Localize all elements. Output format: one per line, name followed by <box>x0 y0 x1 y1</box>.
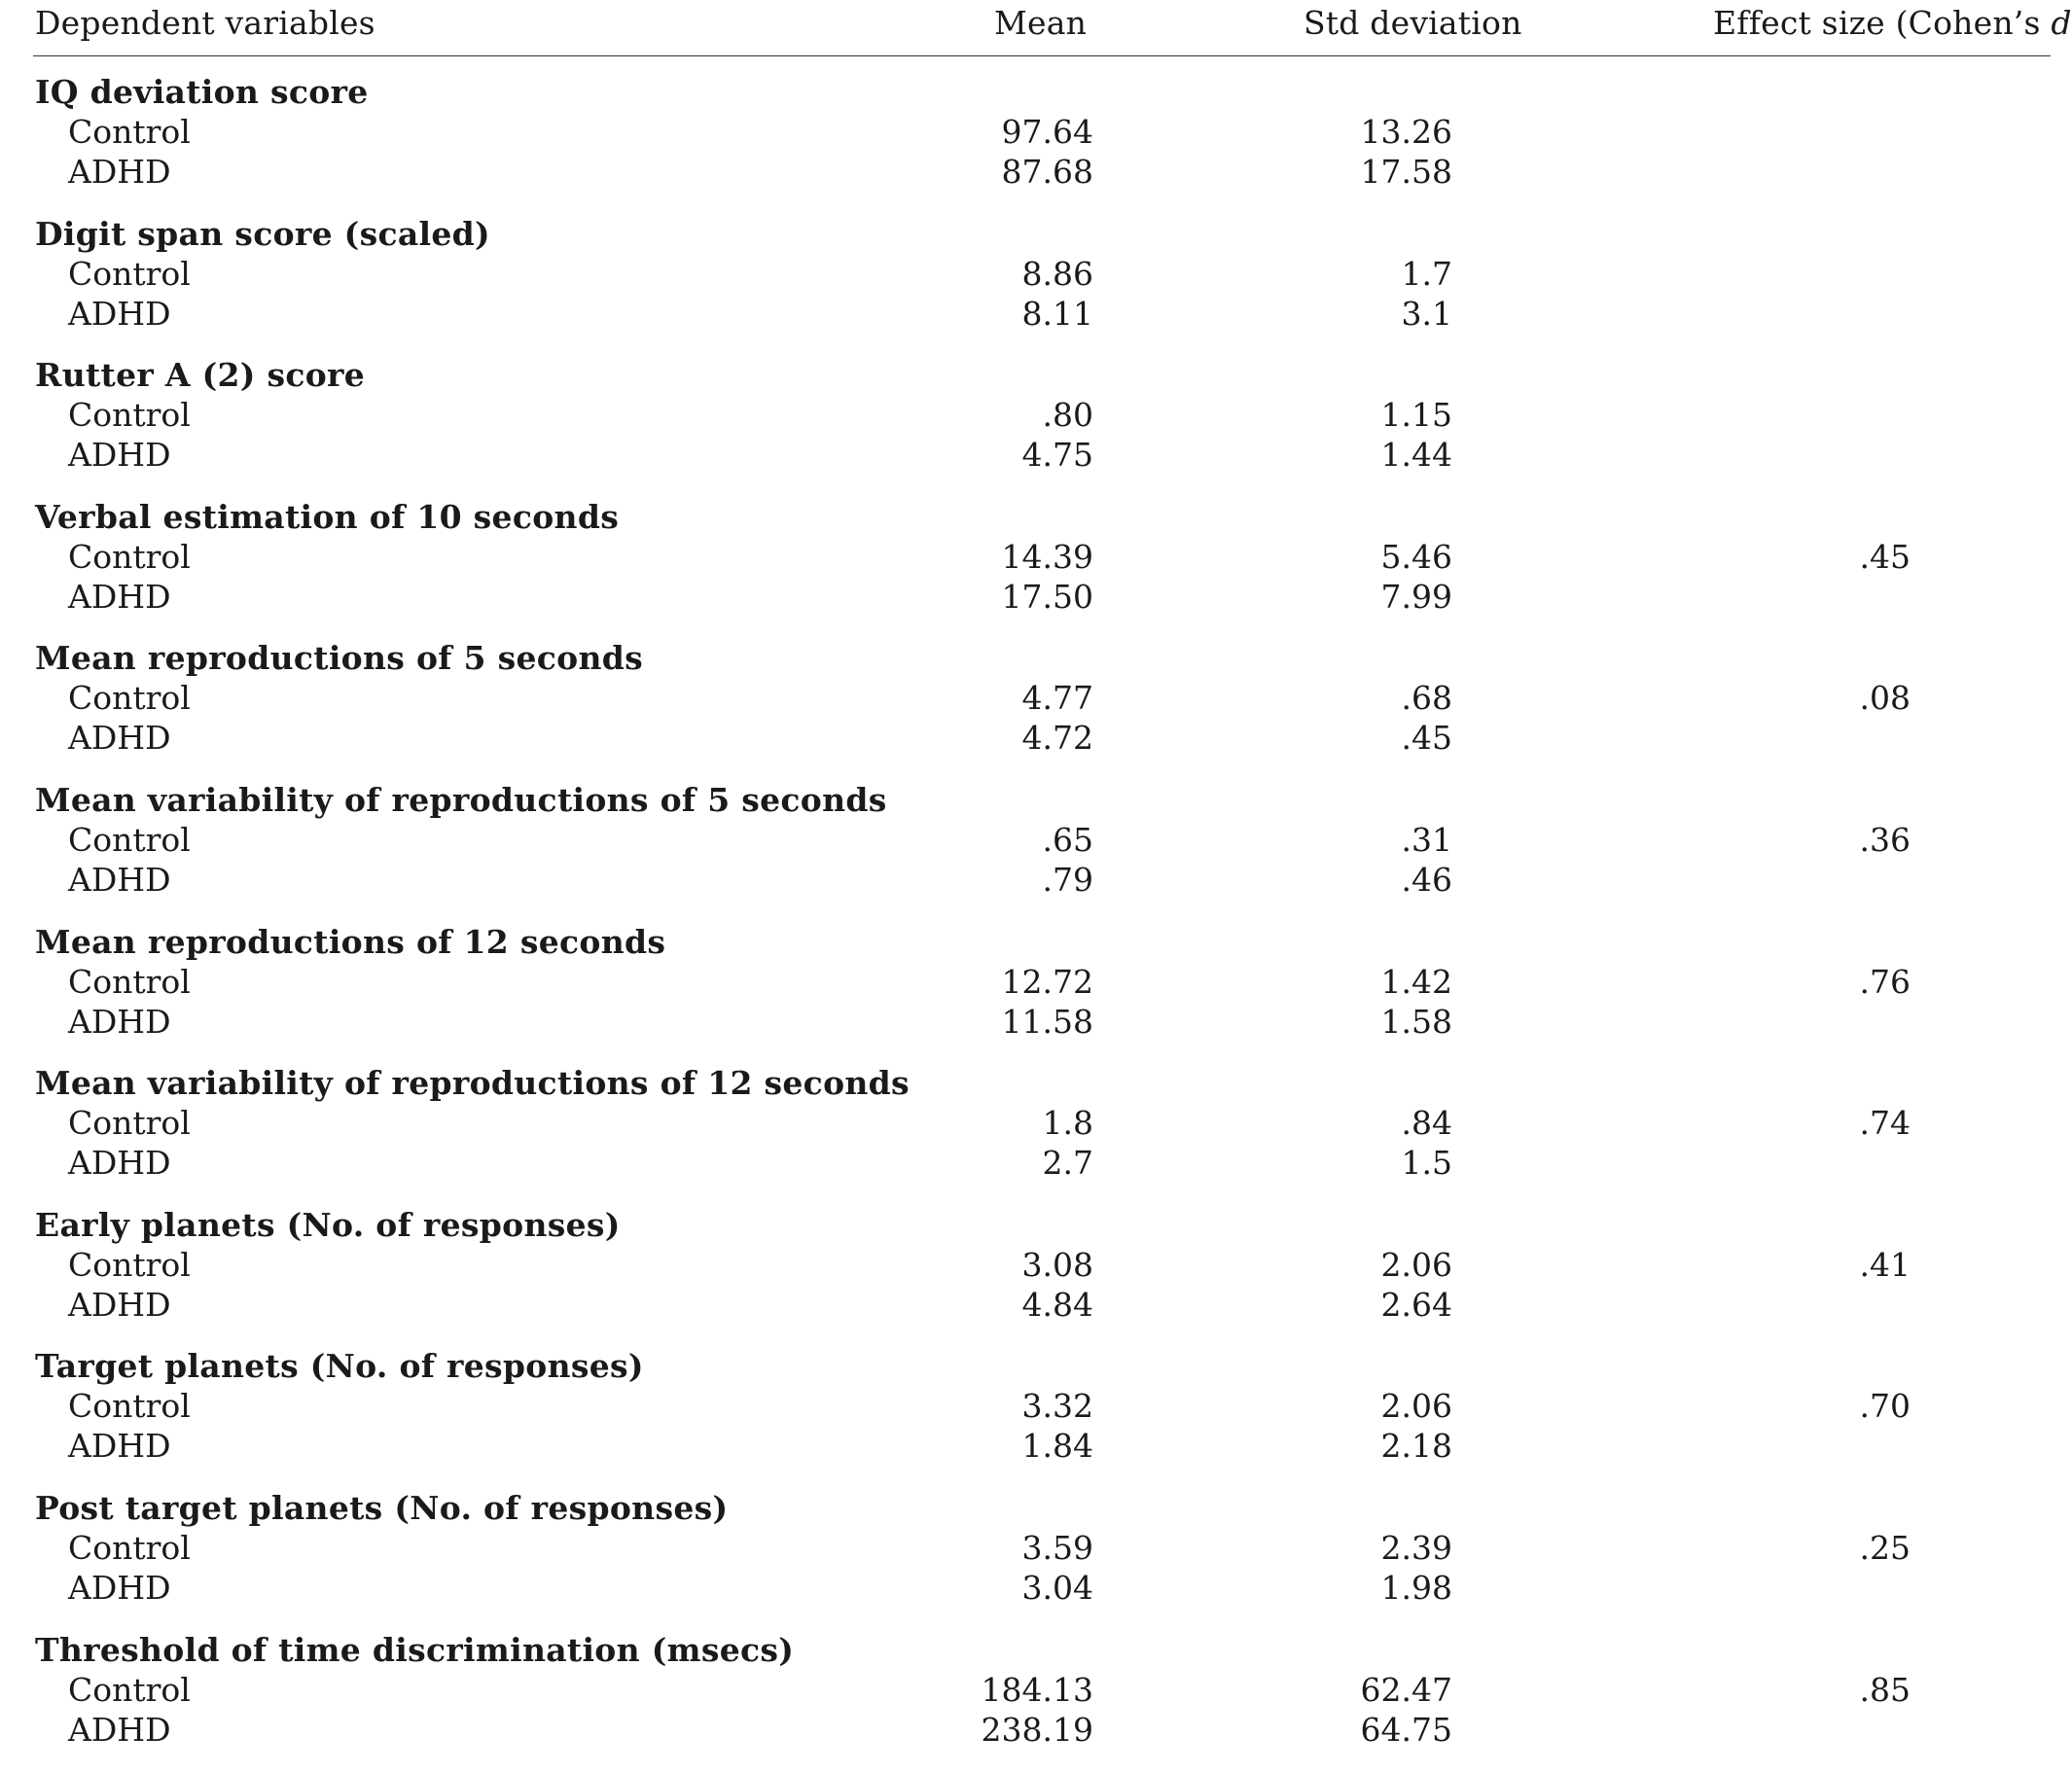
table-row-control <box>0 1529 2051 1568</box>
variable-title: Verbal estimation of 10 seconds <box>35 498 620 536</box>
row-label: ADHD <box>68 861 171 899</box>
table-row-adhd <box>0 1427 2051 1466</box>
variable-title: Early planets (No. of responses) <box>35 1206 621 1244</box>
effect-size-value: .41 <box>1859 1246 1911 1284</box>
table-row-adhd <box>0 1286 2051 1325</box>
effect-size-value: .08 <box>1859 679 1911 717</box>
header-effect-size <box>1713 4 2072 42</box>
std-deviation-value: 62.47 <box>1360 1671 1452 1709</box>
mean-value: 3.04 <box>1021 1569 1093 1607</box>
row-label: Control <box>68 1104 191 1142</box>
header-std-deviation: Std deviation <box>1304 4 1522 42</box>
variable-group <box>0 73 2051 214</box>
table-row-adhd <box>0 719 2051 758</box>
variable-group <box>0 781 2051 922</box>
row-label: Control <box>68 1246 191 1284</box>
variable-group <box>0 1064 2051 1205</box>
table-header <box>0 0 2072 56</box>
mean-value: 14.39 <box>1001 538 1093 576</box>
row-label: ADHD <box>68 578 171 616</box>
header-rule <box>33 55 2051 56</box>
row-label: Control <box>68 1529 191 1567</box>
std-deviation-value: .31 <box>1401 821 1452 859</box>
mean-value: 8.86 <box>1021 255 1093 293</box>
table-row-adhd <box>0 861 2051 900</box>
effect-size-value: .45 <box>1859 538 1911 576</box>
variable-title: Rutter A (2) score <box>35 356 366 394</box>
table-row-control <box>0 1671 2051 1710</box>
std-deviation-value: 17.58 <box>1360 153 1452 191</box>
std-deviation-value: 1.42 <box>1380 963 1452 1001</box>
effect-size-value: .85 <box>1859 1671 1911 1709</box>
row-label: Control <box>68 538 191 576</box>
mean-value: 87.68 <box>1001 153 1093 191</box>
mean-value: 184.13 <box>981 1671 1093 1709</box>
variable-title: IQ deviation score <box>35 73 369 111</box>
std-deviation-value: 1.15 <box>1380 396 1452 434</box>
mean-value: 1.8 <box>1042 1104 1093 1142</box>
mean-value: 8.11 <box>1021 295 1093 333</box>
mean-value: 4.75 <box>1021 436 1093 474</box>
table-row-control <box>0 396 2051 435</box>
variable-title: Mean variability of reproductions of 12 seconds <box>35 1064 910 1102</box>
std-deviation-value: 1.7 <box>1401 255 1452 293</box>
variable-title: Mean variability of reproductions of 5 seconds <box>35 781 887 819</box>
row-label: Control <box>68 963 191 1001</box>
mean-value: .80 <box>1042 396 1093 434</box>
variable-group <box>0 1631 2051 1772</box>
variable-title: Threshold of time discrimination (msecs) <box>35 1631 795 1669</box>
mean-value: 238.19 <box>981 1711 1093 1749</box>
mean-value: 3.08 <box>1021 1246 1093 1284</box>
table-row-control <box>0 538 2051 577</box>
variable-title: Mean reproductions of 12 seconds <box>35 923 666 961</box>
row-label: ADHD <box>68 719 171 757</box>
mean-value: 12.72 <box>1001 963 1093 1001</box>
row-label: Control <box>68 255 191 293</box>
mean-value: .79 <box>1042 861 1093 899</box>
mean-value: 4.72 <box>1021 719 1093 757</box>
std-deviation-value: 1.98 <box>1380 1569 1452 1607</box>
std-deviation-value: 2.64 <box>1380 1286 1452 1324</box>
effect-size-value: .74 <box>1859 1104 1911 1142</box>
variable-group <box>0 215 2051 356</box>
row-label: Control <box>68 679 191 717</box>
std-deviation-value: 2.06 <box>1380 1246 1452 1284</box>
mean-value: 11.58 <box>1001 1003 1093 1041</box>
variable-group <box>0 639 2051 780</box>
std-deviation-value: .45 <box>1401 719 1452 757</box>
variable-group <box>0 923 2051 1064</box>
row-label: ADHD <box>68 1144 171 1182</box>
std-deviation-value: .84 <box>1401 1104 1452 1142</box>
variable-group <box>0 498 2051 639</box>
row-label: ADHD <box>68 1286 171 1324</box>
table-row-control <box>0 963 2051 1002</box>
table-row-adhd <box>0 1569 2051 1608</box>
variable-group <box>0 1489 2051 1630</box>
header-dependent-variables: Dependent variables <box>35 4 375 42</box>
std-deviation-value: .68 <box>1401 679 1452 717</box>
effect-size-value: .36 <box>1859 821 1911 859</box>
table-row-control <box>0 113 2051 152</box>
variable-group <box>0 1347 2051 1488</box>
effect-size-value: .76 <box>1859 963 1911 1001</box>
row-label: Control <box>68 1671 191 1709</box>
header-effect-size-prefix: Effect size (Cohen’s <box>1713 4 2052 42</box>
effect-size-value: .70 <box>1859 1387 1911 1425</box>
table-row-control <box>0 1104 2051 1143</box>
mean-value: 17.50 <box>1001 578 1093 616</box>
row-label: ADHD <box>68 1569 171 1607</box>
mean-value: .65 <box>1042 821 1093 859</box>
mean-value: 2.7 <box>1042 1144 1093 1182</box>
effect-size-value: .25 <box>1859 1529 1911 1567</box>
mean-value: 97.64 <box>1001 113 1093 151</box>
header-mean: Mean <box>994 4 1088 42</box>
table-row-control <box>0 1246 2051 1285</box>
variable-group <box>0 1206 2051 1347</box>
table-row-adhd <box>0 436 2051 475</box>
row-label: ADHD <box>68 153 171 191</box>
table-row-adhd <box>0 1144 2051 1183</box>
std-deviation-value: 64.75 <box>1360 1711 1452 1749</box>
table-row-adhd <box>0 153 2051 192</box>
row-label: ADHD <box>68 1711 171 1749</box>
std-deviation-value: 3.1 <box>1401 295 1452 333</box>
table-row-adhd <box>0 578 2051 617</box>
mean-value: 4.84 <box>1021 1286 1093 1324</box>
std-deviation-value: 2.39 <box>1380 1529 1452 1567</box>
variable-title: Target planets (No. of responses) <box>35 1347 644 1385</box>
std-deviation-value: 5.46 <box>1380 538 1452 576</box>
header-effect-size-d: d <box>2051 4 2072 42</box>
mean-value: 3.59 <box>1021 1529 1093 1567</box>
row-label: Control <box>68 1387 191 1425</box>
std-deviation-value: 1.44 <box>1380 436 1452 474</box>
std-deviation-value: .46 <box>1401 861 1452 899</box>
std-deviation-value: 2.06 <box>1380 1387 1452 1425</box>
row-label: ADHD <box>68 436 171 474</box>
std-deviation-value: 2.18 <box>1380 1427 1452 1465</box>
variable-title: Post target planets (No. of responses) <box>35 1489 729 1527</box>
table-row-control <box>0 1387 2051 1426</box>
row-label: Control <box>68 113 191 151</box>
row-label: ADHD <box>68 295 171 333</box>
std-deviation-value: 1.5 <box>1401 1144 1452 1182</box>
table-row-control <box>0 679 2051 718</box>
row-label: Control <box>68 396 191 434</box>
variable-group <box>0 356 2051 497</box>
mean-value: 3.32 <box>1021 1387 1093 1425</box>
row-label: ADHD <box>68 1003 171 1041</box>
table-row-adhd <box>0 295 2051 334</box>
table-row-control <box>0 255 2051 294</box>
mean-value: 4.77 <box>1021 679 1093 717</box>
variable-title: Mean reproductions of 5 seconds <box>35 639 644 677</box>
std-deviation-value: 1.58 <box>1380 1003 1452 1041</box>
table-row-adhd <box>0 1711 2051 1750</box>
table-row-adhd <box>0 1003 2051 1042</box>
std-deviation-value: 7.99 <box>1380 578 1452 616</box>
std-deviation-value: 13.26 <box>1360 113 1452 151</box>
row-label: ADHD <box>68 1427 171 1465</box>
table-row-control <box>0 821 2051 860</box>
mean-value: 1.84 <box>1021 1427 1093 1465</box>
variable-title: Digit span score (scaled) <box>35 215 490 253</box>
row-label: Control <box>68 821 191 859</box>
